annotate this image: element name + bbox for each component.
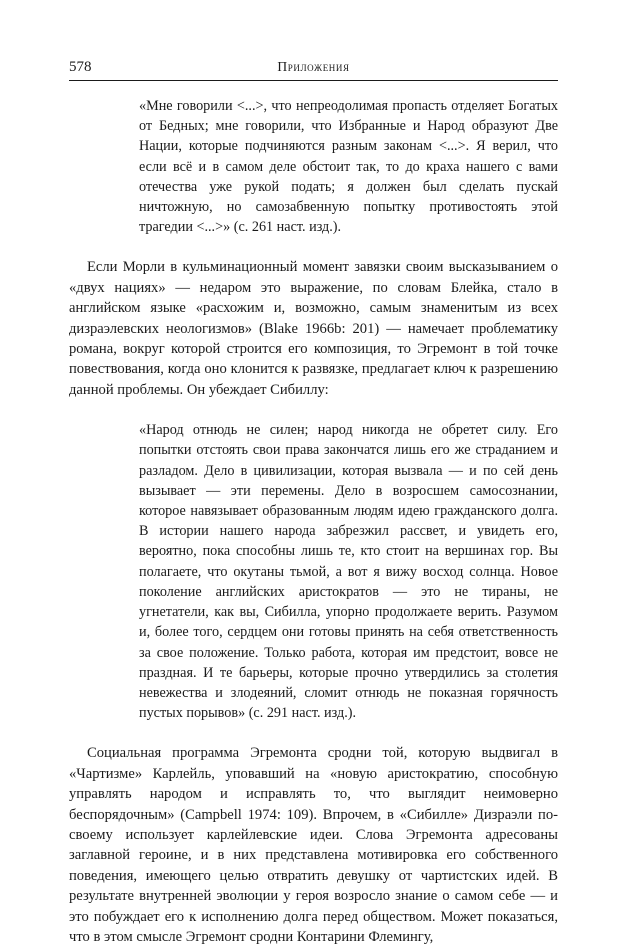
header-rule: [69, 80, 558, 81]
body-text: [69, 96, 558, 947]
running-head: Приложения: [277, 59, 350, 74]
paragraph-2: Социальная программа Эгремонта сродни той, которую выдвигал в «Чартизме» Карлейль, уповавший на «новую аристократию, способную управлять народом и исправлять то, что выглядит неимоверно беспорядочным» (Campbell 1974: 109). Впрочем, в «Сибилле» Дизраэли по-своему использует карлейлевские идеи. Слова Эгремонта адресованы заглавной героине, и в них представлена мотивировка его собственного поведения, имеющего целью отвратить девушку от чартистских идей. В результате внутренней эволюции у героя возросло знание о самом себе — и это побуждает его к исполнению долга перед обществом. Может показаться, что в этом смысле Эгремонт сродни Контарини Флемингу,: [69, 745, 558, 945]
page-header: [69, 58, 558, 80]
block-quote-2: «Народ отнюдь не силен; народ никогда не обретет силу. Его попытки отстоять свои права закончатся лишь его же страданием и разладом. Дело в цивилизации, которая вызвала — и по сей день вызывает — эти перемены. Дело в возросшем самосознании, которое навязывает образованным людям идею гражданского долга. В истории нашего народа забрезжил рассвет, и увидеть его, вероятно, пока способны лишь те, кто стоит на вершинах гор. Вы полагаете, что окутаны тьмой, а вот я вижу восход солнца. Новое поколение английских аристократов — это не тираны, не угнетатели, как вы, Сибилла, упорно продолжаете верить. Разумом и, более того, сердцем они готовы принять на себя ответственность за свое положение. Только работа, которая им предстоит, вовсе не праздная. И те барьеры, которые прочно утвердились за столетия невежества и злодеяний, сломит отнюдь не показная горячность пустых порывов» (с. 291 наст. изд.).: [139, 422, 558, 722]
block-quote-1: «Мне говорили <...>, что непреодолимая пропасть отделяет Богатых от Бедных; мне говорили, что Избранные и Народ образуют Две Нации, которые подчиняются разным законам <...>. Я верил, что если всё и в самом деле обстоит так, то до краха нашего с вами отечества уже рукой подать; я должен был сделать пускай ничтожную, но самозабвенную попытку противостоять этой трагедии <...>» (с. 261 наст. изд.).: [139, 98, 558, 236]
paragraph-1: Если Морли в кульминационный момент завязки своим высказыванием о «двух нациях» — недаром это выражение, по словам Блейка, стало в английском языке «расхожим и, возможно, самым знаменитым из всех дизраэлевских неологизмов» (Blake 1966b: 201) — намечает проблематику романа, вокруг которой строится его композиция, то Эгремонт в той точке повествования, когда оно клонится к развязке, предлагает ключ к разрешению данной проблемы. Он убеждает Сибиллу:: [69, 259, 558, 398]
page-number: 578: [69, 59, 92, 75]
